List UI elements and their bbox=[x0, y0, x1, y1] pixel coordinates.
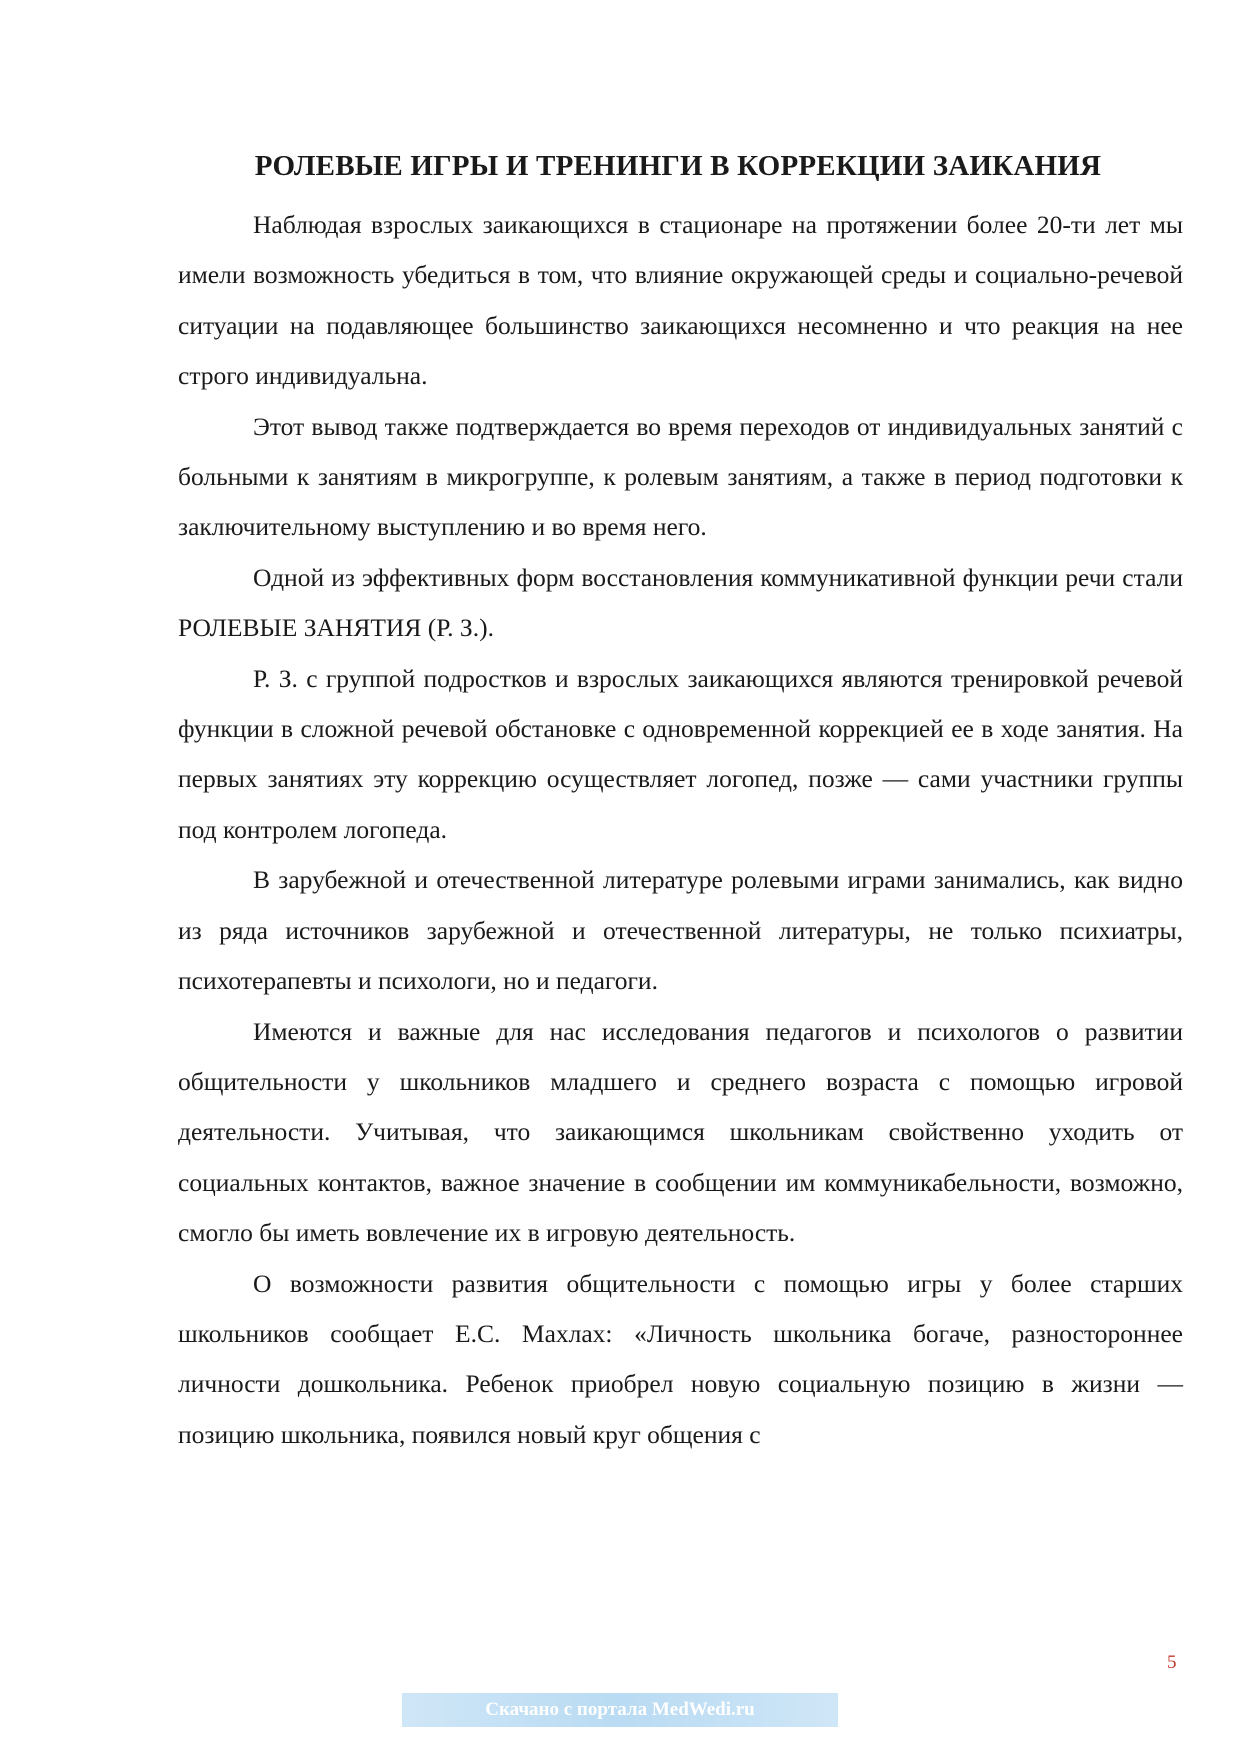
paragraph: Наблюдая взрослых заикающихся в стационаре на протяжении более 20-ти лет мы имели возможность убедиться в том, что влияние окружающей среды и социально-речевой ситуации на подавляющее большинство заикающихся несомненно и что реакция на нее строго индивидуальна. bbox=[178, 210, 1183, 391]
body-text bbox=[178, 200, 1183, 1460]
page-number: 5 bbox=[1167, 1652, 1177, 1673]
paragraph: В зарубежной и отечественной литературе ролевыми играми занимались, как видно из ряда источников зарубежной и отечественной литературы, не только психиатры, психотерапевты и психологи, но и педагоги. bbox=[178, 865, 1183, 996]
download-watermark bbox=[402, 1693, 838, 1727]
paragraph: Одной из эффективных форм восстановления коммуникативной функции речи стали РОЛЕВЫЕ ЗАНЯТИЯ (Р. З.). bbox=[178, 562, 1183, 643]
paragraph: Имеются и важные для нас исследования педагогов и психологов о развитии общительности у школьников младшего и среднего возраста с помощью игровой деятельности. Учитывая, что заикающимся школьникам свойственно уходить от социальных контактов, важное значение в сообщении им коммуникабельности, возможно, смогло бы иметь вовлечение их в игровую деятельность. bbox=[178, 1016, 1183, 1248]
document-title: РОЛЕВЫЕ ИГРЫ И ТРЕНИНГИ В КОРРЕКЦИИ ЗАИКАНИЯ bbox=[254, 150, 1102, 182]
paragraph: Этот вывод также подтверждается во время переходов от индивидуальных занятий с больными к занятиям в микрогруппе, к ролевым занятиям, а также в период подготовки к заключительному выступлению и во время него. bbox=[178, 411, 1183, 542]
paragraph: О возможности развития общительности с помощью игры у более старших школьников сообщает Е.С. Махлах: «Личность школьника богаче, разностороннее личности дошкольника. Ребенок приобрел новую социальную позицию в жизни — позицию школьника, появился новый круг общения с bbox=[178, 1268, 1183, 1449]
watermark-text: Скачано с портала MedWedi.ru bbox=[485, 1699, 755, 1720]
paragraph: Р. З. с группой подростков и взрослых заикающихся являются тренировкой речевой функции в сложной речевой обстановке с одновременной коррекцией ее в ходе занятия. На первых занятиях эту коррекцию осуществляет логопед, позже — сами участники группы под контролем логопеда. bbox=[178, 663, 1183, 844]
